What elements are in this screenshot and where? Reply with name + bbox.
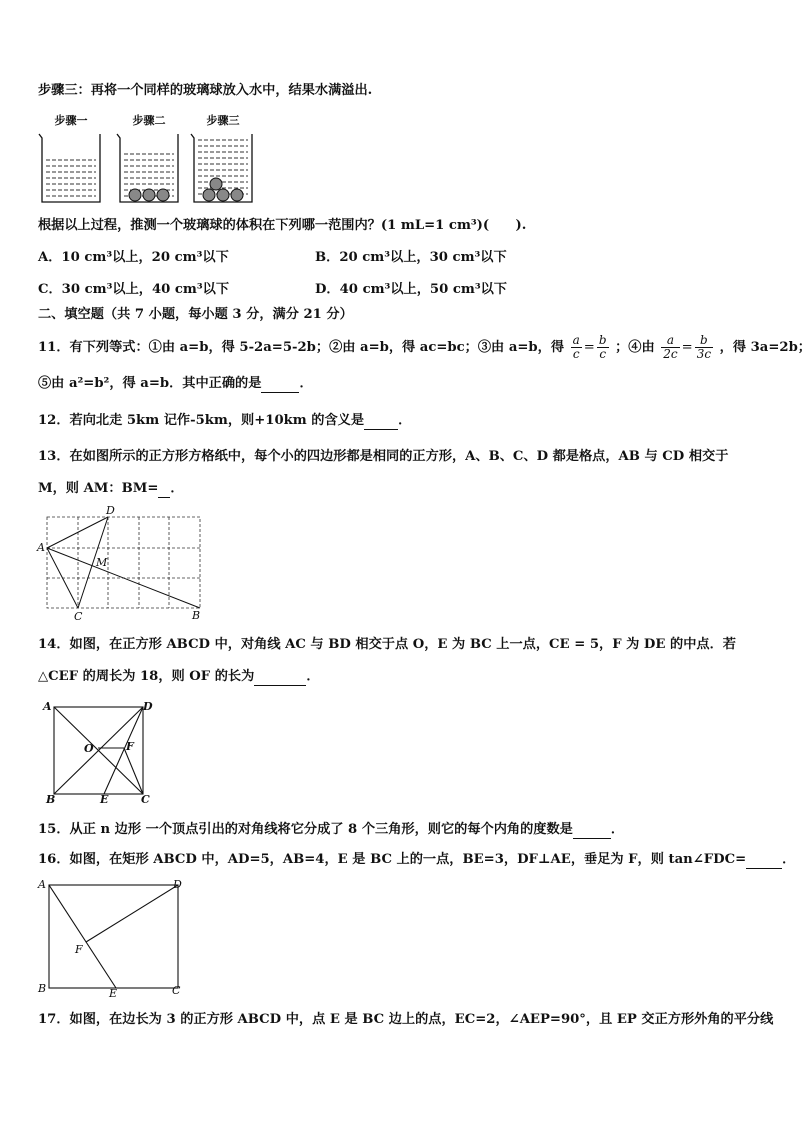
q10-stem: 根据以上过程，推测一个玻璃球的体积在下列哪一范围内？(1 mL=1 cm³)( ). [38, 218, 527, 233]
q11-line1 [38, 333, 811, 363]
answer-blank [746, 852, 782, 869]
q11-part1: 11．有下列等式：①由 a=b，得 5-2a=5-2b；②由 a=b，得 ac=bc；③由 a=b，得 [38, 340, 565, 355]
beaker-label: 步骤二 [132, 114, 166, 127]
label-f: F [75, 943, 83, 956]
glass-ball [203, 189, 215, 201]
label-d: D [106, 504, 115, 517]
grid-lines [47, 517, 200, 608]
beaker-outline [39, 134, 100, 202]
period: ． [170, 481, 184, 496]
rectangle-abcd [49, 885, 178, 988]
label-d: D [173, 878, 182, 891]
glass-ball [157, 189, 169, 201]
period: ． [782, 852, 796, 867]
answer-blank [158, 481, 170, 498]
q13-grid-figure [36, 500, 206, 625]
q11-fraction-a-c [571, 334, 582, 361]
q11-part3: ，得 3a=2b； [719, 340, 811, 355]
q10-option-a: A．10 cm³以上，20 cm³以下 [38, 250, 229, 265]
q10-option-c: C．30 cm³以上，40 cm³以下 [38, 282, 230, 297]
q14-line2-text: △CEF 的周长为 18，则 OF 的长为 [38, 669, 255, 684]
frac-den: 3c [696, 347, 712, 361]
glass-ball [210, 178, 222, 190]
segment-ae [49, 885, 116, 988]
frac-num: a [661, 334, 679, 348]
segment-fc [124, 748, 143, 794]
frac-den: c [572, 347, 580, 361]
frac-den: c [599, 347, 607, 361]
label-c: C [141, 793, 150, 806]
period: ． [306, 669, 320, 684]
glass-ball [217, 189, 229, 201]
q14-line2 [38, 669, 320, 686]
q13-line2 [38, 481, 184, 498]
label-a: A [43, 700, 52, 713]
period: ． [398, 413, 412, 428]
period: ． [610, 822, 625, 837]
q11-fraction-b-3c [695, 334, 713, 361]
q10-option-d: D．40 cm³以上，50 cm³以下 [315, 282, 507, 297]
label-c: C [172, 984, 181, 997]
answer-blank [261, 376, 299, 393]
glass-ball [231, 189, 243, 201]
label-e: E [100, 793, 109, 806]
label-b: B [46, 793, 56, 806]
label-b: B [38, 982, 47, 995]
label-o: O [84, 742, 94, 755]
frac-den: 2c [663, 347, 678, 361]
beaker-label: 步骤三 [206, 114, 240, 127]
answer-blank [364, 413, 398, 430]
q15-line [38, 822, 624, 839]
beaker-label: 步骤一 [54, 114, 88, 127]
grid-border [47, 517, 200, 608]
q14-line1: 14．如图，在正方形 ABCD 中，对角线 AC 与 BD 相交于点 O，E 为 BC 上一点，CE = 5，F 为 DE 的中点．若 [38, 637, 736, 652]
equals-sign: = [681, 340, 693, 355]
glass-ball [129, 189, 141, 201]
label-c: C [74, 610, 83, 623]
glass-ball [143, 189, 155, 201]
q16-rectangle-figure [36, 876, 196, 1001]
equals-sign: = [583, 340, 595, 355]
frac-num: b [598, 333, 607, 347]
label-e: E [109, 987, 118, 1000]
q11-line2 [38, 376, 313, 393]
period: ． [299, 376, 313, 391]
q12-line [38, 413, 411, 430]
answer-blank [254, 669, 306, 686]
q13-line2-text: M，则 AM：BM= [38, 481, 159, 496]
q13-line1: 13．在如图所示的正方形方格纸中，每个小的四边形都是相同的正方形，A、B、C、D 都是格点，AB 与 CD 相交于 [38, 449, 729, 464]
q15-text: 15．从正 n 边形 一个顶点引出的对角线将它分成了 8 个三角形，则它的每个内角的度数是 [38, 822, 573, 837]
q12-text: 12．若向北走 5km 记作-5km，则+10km 的含义是 [38, 413, 365, 428]
q10-option-b: B．20 cm³以上，30 cm³以下 [315, 250, 507, 265]
segment-df [86, 885, 178, 942]
frac-num: a [572, 333, 580, 347]
q13-segments [47, 517, 200, 608]
q11-fraction-a-2c [661, 334, 679, 361]
label-d: D [143, 700, 153, 713]
step3-text: 步骤三：再将一个同样的玻璃球放入水中，结果水满溢出. [38, 83, 373, 98]
q16-text: 16．如图，在矩形 ABCD 中，AD=5，AB=4，E 是 BC 上的一点，BE=3，DF⊥AE，垂足为 F，则 tan∠FDC= [38, 852, 747, 867]
q14-square-figure [40, 700, 160, 805]
q11-line2-text: ⑤由 a²=b²，得 a=b．其中正确的是 [38, 376, 262, 391]
label-a: A [38, 878, 46, 891]
section-heading: 二、填空题（共 7 小题，每小题 3 分，满分 21 分） [38, 307, 353, 322]
label-m: M [96, 556, 108, 569]
label-b: B [192, 609, 201, 622]
label-f: F [126, 740, 134, 753]
q11-fraction-b-c [597, 334, 609, 361]
q16-line [38, 852, 795, 869]
q11-part2: ；④由 [615, 340, 655, 355]
answer-blank [573, 822, 611, 839]
q17-text: 17．如图，在边长为 3 的正方形 ABCD 中，点 E 是 BC 边上的点，EC=2，∠AEP=90°，且 EP 交正方形外角的平分线 [38, 1012, 774, 1027]
beakers-figure [36, 112, 256, 208]
label-a: A [37, 541, 45, 554]
frac-num: b [695, 334, 713, 348]
